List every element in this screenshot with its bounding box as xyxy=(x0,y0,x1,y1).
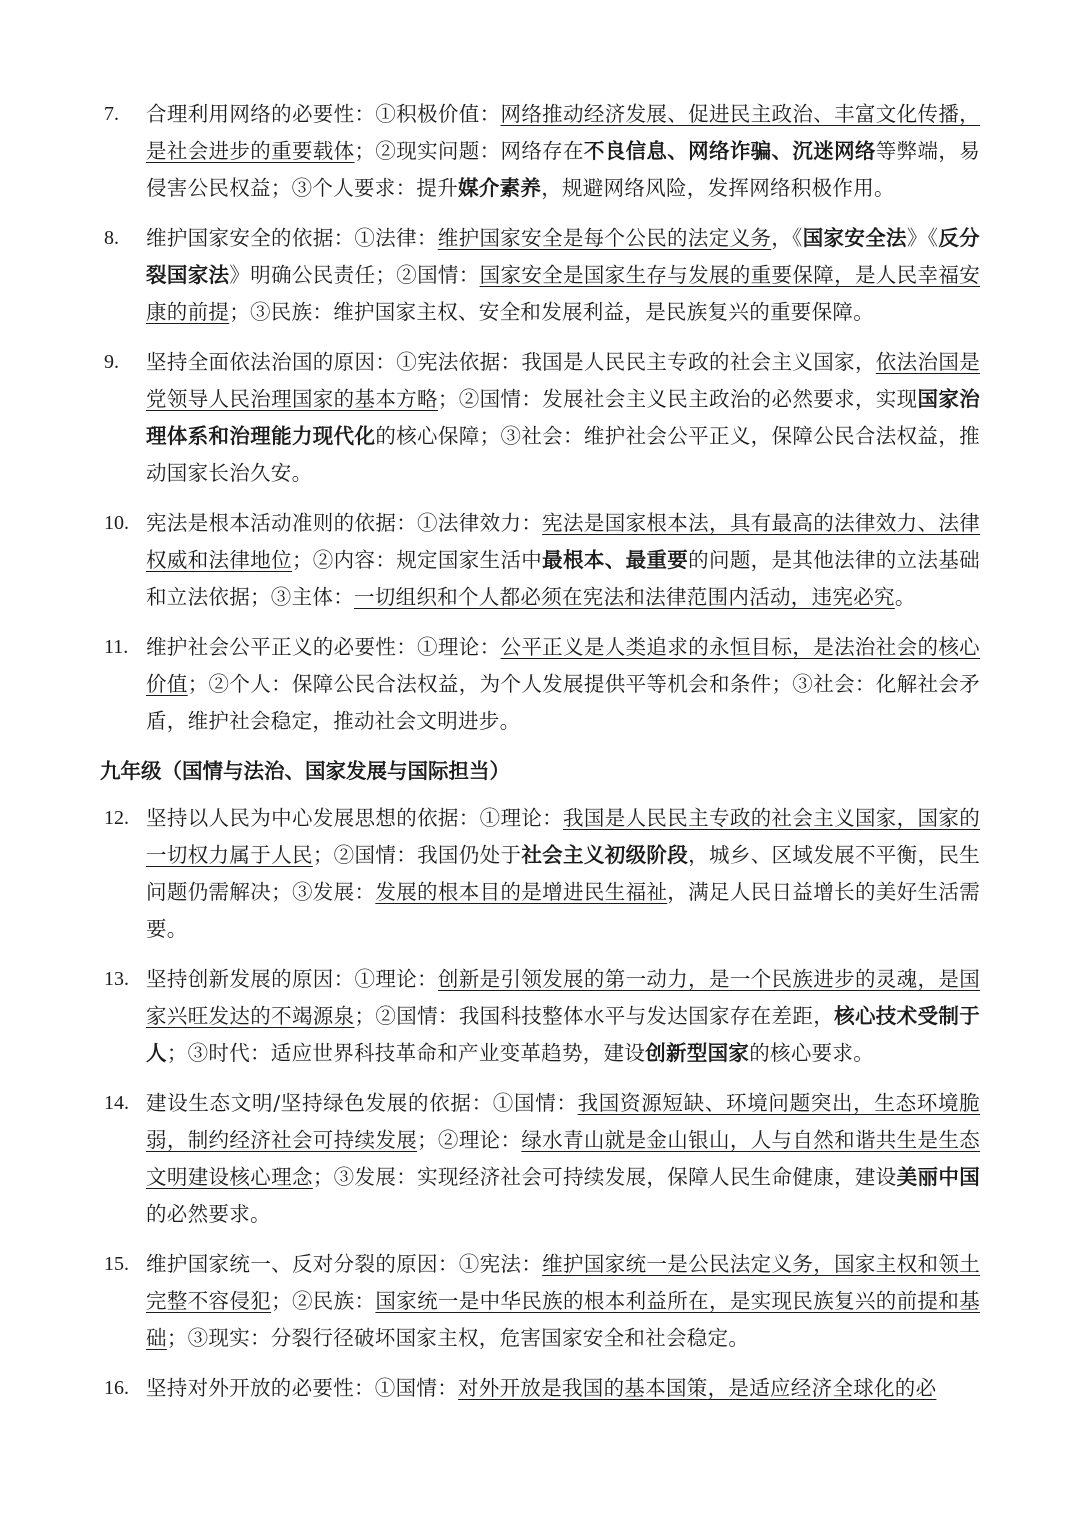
item-text xyxy=(146,96,980,207)
item-text xyxy=(146,505,980,616)
underlined-phrase: 依法治国是党领导人民治理国家的基本方略 xyxy=(146,350,981,411)
text-run: 等弊端，易侵害公民权益；③个人要求：提升 xyxy=(146,139,981,200)
underlined-phrase: 一切组织和个人都必须在宪法和法律范围内活动，违宪必究 xyxy=(354,585,895,609)
underlined-phrase: 绿水青山就是金山银山，人与自然和谐共生是生态文明建设核心理念 xyxy=(146,1128,980,1189)
item-number: 9. xyxy=(104,351,119,373)
item-number: 11. xyxy=(104,636,129,658)
text-run: 宪法是根本活动准则的依据：①法律效力： xyxy=(146,511,543,535)
text-run: 坚持全面依法治国的原因：①宪法依据：我国是人民民主专政的社会主义国家， xyxy=(146,350,876,374)
text-run: ；③民族：维护国家主权、安全和发展利益，是民族复兴的重要保障。 xyxy=(229,300,875,324)
text-run: ，城乡、区域发展不平衡，民生问题仍需解决；③发展： xyxy=(146,843,981,904)
underlined-phrase: 国家安全是国家生存与发展的重要保障，是人民幸福安康的前提 xyxy=(146,263,980,324)
item-text xyxy=(146,1370,980,1407)
grade-nine-items xyxy=(104,800,980,1407)
list-item xyxy=(104,344,980,492)
text-run: ；②国情：我国仍处于 xyxy=(312,843,522,867)
bold-phrase: 创新型国家 xyxy=(645,1041,750,1065)
list-item xyxy=(104,629,980,740)
text-run: 的核心要求。 xyxy=(749,1041,875,1065)
text-run: 的问题，是其他法律的立法基础和立法依据；③主体： xyxy=(146,548,980,609)
text-run: ；②理论： xyxy=(417,1128,522,1152)
text-run: ；②民族： xyxy=(271,1289,376,1313)
item-number: 8. xyxy=(104,227,119,249)
text-run: ；②个人：保障公民合法权益，为个人发展提供平等机会和条件；③社会：化解社会矛盾，维护社会稳定，推动社会文明进步。 xyxy=(146,672,980,733)
item-text xyxy=(146,961,980,1072)
bold-phrase: 社会主义初级阶段 xyxy=(521,843,689,867)
text-run: 坚持创新发展的原因：①理论： xyxy=(146,967,438,991)
list-item xyxy=(104,961,980,1072)
underlined-phrase: 宪法是国家根本法，具有最高的法律效力、法律权威和法律地位 xyxy=(146,511,980,572)
list-item xyxy=(104,1085,980,1233)
text-run: 。 xyxy=(894,585,916,609)
bold-phrase: 不良信息、网络诈骗、沉迷网络 xyxy=(583,139,876,163)
text-run: ；③现实：分裂行径破坏国家主权，危害国家安全和社会稳定。 xyxy=(166,1326,750,1350)
bold-phrase: 核心技术受制于人 xyxy=(146,1004,980,1065)
text-run: 维护国家安全的依据：①法律： xyxy=(146,226,438,250)
text-run: ，《 xyxy=(771,226,803,250)
text-run: 维护社会公平正义的必要性：①理论： xyxy=(146,635,501,659)
text-run: 坚持以人民为中心发展思想的依据：①理论： xyxy=(146,806,564,830)
bold-phrase: 反分裂国家法 xyxy=(146,226,980,287)
item-number: 15. xyxy=(104,1253,129,1275)
underlined-phrase: 网络推动经济发展、促进民主政治、丰富文化传播，是社会进步的重要载体 xyxy=(146,102,980,163)
list-item xyxy=(104,96,980,207)
text-run: 》《 xyxy=(906,226,939,250)
item-number: 12. xyxy=(104,807,129,829)
item-text xyxy=(146,800,980,948)
bold-phrase: 美丽中国 xyxy=(896,1165,980,1189)
item-text xyxy=(146,1085,980,1233)
section-heading: 九年级（国情与法治、国家发展与国际担当） xyxy=(100,759,510,783)
bold-phrase: 国家治理体系和治理能力现代化 xyxy=(146,387,981,448)
text-run: ，满足人民日益增长的美好生活需要。 xyxy=(146,880,980,941)
underlined-phrase: 维护国家安全是每个公民的法定义务 xyxy=(437,226,772,250)
text-run: ；③时代：适应世界科技革命和产业变革趋势，建设 xyxy=(166,1041,646,1065)
list-item xyxy=(104,1246,980,1357)
underlined-phrase: 国家统一是中华民族的根本利益所在，是实现民族复兴的前提和基础 xyxy=(146,1289,980,1350)
bold-phrase: 媒介素养 xyxy=(458,176,542,200)
underlined-phrase: 对外开放是我国的基本国策，是适应经济全球化的必 xyxy=(458,1376,937,1400)
text-run: 》明确公民责任；②国情： xyxy=(229,263,480,287)
item-number: 14. xyxy=(104,1092,129,1114)
text-run: ，规避网络风险，发挥网络积极作用。 xyxy=(541,176,895,200)
text-run: ；②国情：发展社会主义民主政治的必然要求，实现 xyxy=(437,387,918,411)
underlined-phrase: 我国资源短缺、环境问题突出，生态环境脆弱，制约经济社会可持续发展 xyxy=(146,1091,980,1152)
item-number: 13. xyxy=(104,968,129,990)
text-run: 合理利用网络的必要性：①积极价值： xyxy=(146,102,501,126)
item-text xyxy=(146,1246,980,1357)
list-item xyxy=(104,220,980,331)
underlined-phrase: 创新是引领发展的第一动力，是一个民族进步的灵魂，是国家兴旺发达的不竭源泉 xyxy=(146,967,980,1028)
list-item xyxy=(104,505,980,616)
bold-phrase: 国家安全法 xyxy=(802,226,907,250)
grade-eight-items xyxy=(104,96,980,740)
item-text xyxy=(146,344,980,492)
list-item xyxy=(104,800,980,948)
bold-phrase: 最根本、最重要 xyxy=(542,548,689,572)
underlined-phrase: 我国是人民民主专政的社会主义国家，国家的一切权力属于人民 xyxy=(146,806,981,867)
text-run: 的必然要求。 xyxy=(146,1202,271,1226)
list-item xyxy=(104,1370,980,1407)
text-run: ；②内容：规定国家生活中 xyxy=(291,548,543,572)
text-run: ；③发展：实现经济社会可持续发展，保障人民生命健康，建设 xyxy=(312,1165,897,1189)
item-text xyxy=(146,629,980,740)
text-run: ；②国情：我国科技整体水平与发达国家存在差距， xyxy=(354,1004,835,1028)
item-number: 16. xyxy=(104,1377,129,1399)
text-run: 维护国家统一、反对分裂的原因：①宪法： xyxy=(146,1252,543,1276)
item-text xyxy=(146,220,980,331)
text-run: 坚持对外开放的必要性：①国情： xyxy=(146,1376,458,1400)
item-number: 7. xyxy=(104,103,119,125)
underlined-phrase: 维护国家统一是公民法定义务，国家主权和领土完整不容侵犯 xyxy=(146,1252,980,1313)
text-run: 的核心保障；③社会：维护社会公平正义，保障公民合法权益，推动国家长治久安。 xyxy=(146,424,980,485)
underlined-phrase: 发展的根本目的是增进民生福祉 xyxy=(375,880,668,904)
text-run: 建设生态文明/坚持绿色发展的依据：①国情： xyxy=(146,1091,578,1115)
item-number: 10. xyxy=(104,512,129,534)
underlined-phrase: 公平正义是人类追求的永恒目标，是法治社会的核心价值 xyxy=(146,635,980,696)
text-run: ；②现实问题：网络存在 xyxy=(354,139,584,163)
